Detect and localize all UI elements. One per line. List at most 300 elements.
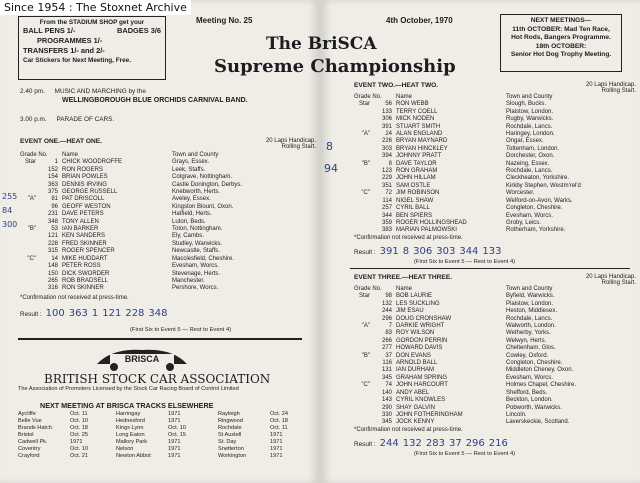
track-date: 1971 bbox=[270, 446, 283, 452]
meeting-date: 4th October, 1970 bbox=[386, 16, 453, 25]
car-number: 143 bbox=[381, 397, 392, 404]
entry-row bbox=[354, 138, 636, 145]
driver-name: FRED SKINNER bbox=[62, 240, 107, 247]
grade bbox=[354, 397, 370, 404]
track-name: Hednesford bbox=[116, 418, 145, 424]
result-entry: 216 bbox=[488, 438, 508, 450]
driver-name: CYRIL KNOWLES bbox=[396, 397, 446, 404]
driver-name: MICK NODEN bbox=[396, 116, 435, 123]
event-footer: (First Six to Event 5 — Rest to Event 4) bbox=[414, 451, 516, 458]
car-number: 231 bbox=[47, 211, 58, 218]
grade: "B" bbox=[361, 352, 370, 359]
entry-row bbox=[354, 168, 636, 175]
driver-name: CHICK WOODROFFE bbox=[62, 159, 122, 166]
entry-row bbox=[354, 316, 636, 323]
track-row bbox=[218, 411, 288, 418]
driver-name: RON GRAHAM bbox=[396, 168, 438, 175]
press-note: *Confirmation not received at press-time. bbox=[20, 294, 129, 301]
car-number: 37 bbox=[385, 352, 392, 359]
column-headers: Grade No. Name Town and County bbox=[354, 94, 553, 100]
track-name: Aycliffe bbox=[18, 411, 36, 417]
event-title: EVENT TWO.—HEAT TWO. bbox=[354, 82, 439, 89]
track-date: Oct. 18 bbox=[70, 425, 89, 431]
driver-name: KEN SANDERS bbox=[62, 233, 106, 240]
car-number: 316 bbox=[47, 285, 58, 292]
entry-row bbox=[20, 278, 316, 285]
car-number: 154 bbox=[47, 174, 58, 181]
town: Pobworth, Warwicks. bbox=[506, 404, 562, 411]
margin-note: 94 bbox=[324, 162, 338, 175]
driver-name: ANDY ABEL bbox=[396, 389, 430, 396]
town: Congleton, Cheshire. bbox=[506, 360, 563, 367]
entry-row bbox=[354, 360, 636, 367]
track-date: 1971 bbox=[70, 439, 83, 445]
town: Shefford, Beds. bbox=[506, 389, 548, 396]
car-number: 8 bbox=[388, 160, 392, 167]
track-name: Brands Hatch bbox=[18, 425, 52, 431]
track-row bbox=[116, 453, 186, 460]
grade bbox=[20, 263, 36, 270]
car-number: 303 bbox=[381, 145, 392, 152]
track-date: Oct. 25 bbox=[70, 432, 89, 438]
track-name: Ringwood bbox=[218, 418, 243, 424]
entry-row bbox=[20, 159, 316, 166]
entry-row bbox=[20, 263, 316, 270]
entry-list bbox=[354, 293, 636, 426]
press-note: *Confirmation not received at press-time. bbox=[354, 234, 463, 241]
archive-watermark: Since 1954 : The Stoxnet Archive bbox=[0, 0, 191, 15]
track-date: 1971 bbox=[270, 432, 283, 438]
town: Toton, Nottingham. bbox=[172, 226, 223, 233]
entry-row bbox=[354, 367, 636, 374]
entry-row bbox=[20, 211, 316, 218]
grade bbox=[20, 167, 36, 174]
town: Dorchester, Oxon. bbox=[506, 153, 555, 160]
driver-name: IAN BARKER bbox=[62, 226, 99, 233]
track-row bbox=[18, 453, 88, 460]
track-name: Nelson bbox=[116, 446, 134, 452]
track-name: Kings Lynn bbox=[116, 425, 144, 431]
car-number: 98 bbox=[385, 293, 392, 300]
margin-note: 300 bbox=[2, 220, 18, 229]
entry-row bbox=[20, 204, 316, 211]
driver-name: ROY WILSON bbox=[396, 330, 435, 337]
grade bbox=[354, 175, 370, 182]
car-number: 266 bbox=[381, 337, 392, 344]
car-number: 359 bbox=[381, 219, 392, 226]
grade bbox=[354, 198, 370, 205]
town: Groby, Leics. bbox=[506, 219, 541, 226]
result-entry: 244 bbox=[379, 438, 399, 450]
track-row bbox=[218, 453, 288, 460]
town: Lincoln. bbox=[506, 411, 527, 418]
car-number: 277 bbox=[381, 345, 392, 352]
car-number: 330 bbox=[381, 411, 392, 418]
driver-name: GRAHAM SPRING bbox=[396, 374, 448, 381]
town: Stevenage, Herts. bbox=[172, 270, 221, 277]
track-date: Oct. 10 bbox=[70, 418, 89, 424]
grade bbox=[354, 301, 370, 308]
driver-name: TERRY COELL bbox=[396, 108, 438, 115]
car-number: 72 bbox=[385, 190, 392, 197]
entry-row bbox=[354, 308, 636, 315]
town: Evesham, Worcs. bbox=[172, 263, 219, 270]
driver-name: GEORGE RUSSELL bbox=[62, 189, 118, 196]
result-row: Result : 244 132 283 37 296 216 bbox=[354, 438, 508, 450]
entry-row bbox=[20, 241, 316, 248]
car-number: 345 bbox=[381, 419, 392, 426]
driver-name: ALAN ENGLAND bbox=[396, 131, 443, 138]
car-number: 226 bbox=[381, 138, 392, 145]
car-number: 121 bbox=[47, 233, 58, 240]
event-title: EVENT ONE.—HEAT ONE. bbox=[20, 138, 102, 145]
town: Nazeing, Essex. bbox=[506, 160, 550, 167]
town: Plaistow, London. bbox=[506, 108, 554, 115]
track-date: 1971 bbox=[168, 439, 181, 445]
driver-name: BRYAN HINCKLEY bbox=[396, 145, 448, 152]
driver-name: RON ROGERS bbox=[62, 166, 104, 173]
entry-row bbox=[354, 124, 636, 131]
entry-row bbox=[354, 205, 636, 212]
divider bbox=[350, 268, 630, 269]
driver-name: DAVE TAYLOR bbox=[396, 160, 437, 167]
grade: "B" bbox=[361, 160, 370, 167]
car-number: 132 bbox=[381, 300, 392, 307]
entry-row bbox=[354, 375, 636, 382]
grade bbox=[354, 367, 370, 374]
car-number: 74 bbox=[385, 382, 392, 389]
track-row bbox=[116, 411, 186, 418]
grade: "A" bbox=[361, 323, 370, 330]
car-number: 296 bbox=[381, 315, 392, 322]
track-row bbox=[18, 432, 88, 439]
track-name: Rayleigh bbox=[218, 411, 240, 417]
town: Welwyn, Herts. bbox=[506, 337, 547, 344]
driver-name: JOHN HARCOURT bbox=[396, 382, 448, 389]
car-number: 123 bbox=[381, 168, 392, 175]
driver-name: DON EVANS bbox=[396, 352, 431, 359]
track-row bbox=[218, 432, 288, 439]
car-number: 306 bbox=[381, 116, 392, 123]
driver-name: BRYAN MAYNARD bbox=[396, 138, 448, 145]
car-number: 81 bbox=[51, 196, 58, 203]
car-number: 344 bbox=[381, 212, 392, 219]
driver-name: DICK SWORDER bbox=[62, 270, 110, 277]
grade bbox=[354, 308, 370, 315]
car-number: 363 bbox=[47, 181, 58, 188]
event-footer: (First Six to Event 5 — Rest to Event 4) bbox=[414, 259, 516, 266]
entry-row bbox=[354, 213, 636, 220]
entry-row bbox=[354, 419, 636, 426]
shop-item: PROGRAMMES 1/- bbox=[37, 36, 103, 46]
entry-row bbox=[20, 219, 316, 226]
track-date: 1971 bbox=[270, 439, 283, 445]
track-row bbox=[116, 418, 186, 425]
logo-sub: STOCK CAR RACING bbox=[122, 366, 162, 371]
town: Ongar, Essex. bbox=[506, 138, 544, 145]
stadium-shop-header: From the STADIUM SHOP get your bbox=[39, 19, 145, 26]
column-headers: Grade No. Name Town and County bbox=[20, 152, 219, 158]
track-name: Bristol bbox=[18, 432, 34, 438]
schedule-band: WELLINGBOROUGH BLUE ORCHIDS CARNIVAL BAND. bbox=[62, 97, 248, 104]
event-two: EVENT TWO.—HEAT TWO. 20 Laps Handicap. Rolling Start. Grade No. Name Town and County Star 56 RON WEBB Slough, Bucks. 133 TERRY COELL Plaistow, London. 306 MICK NODEN Rugby, Warwicks. 391 STUART SMITH Rochdale, Lancs. "A" 24 ALAN ENGLAND Haringey, London. 226 BRYAN MAYNARD Ongar, Essex. 303 BRYAN HINCKLEY Tottenham, London. 394 JOHNNY PRATT Dorchester, Oxon. "B" 8 DAVE TAYLOR Nazeing, Essex. 123 RON GRAHAM Rochdale, Lancs. 229 JOHN HILLAM Cleckheaton, Yorkshire. 351 SAM OSTLE Kirkby Stephen, Westm'rel'd "C" 72 JIM ROBINSON Worcester. 114 NIGEL SHAW Welford-on-Avon, Warks. 257 CYRIL BALL Congleton, Cheshire. 344 BEN SPIERS Evesham, Worcs. 359 ROGER HOLLINGSHEAD Groby, Leics. 383 MARIAN PALMOWSKI Rotherham, Yorkshire. *Confirmation not received at press-time. Result : 391 8 306 303 344 133 (First Six to Event 5 — Rest to Event 4) bbox=[354, 82, 636, 266]
town: Hatfield, Herts. bbox=[172, 211, 212, 218]
event-title: EVENT THREE.—HEAT THREE. bbox=[354, 274, 453, 281]
driver-name: PAT DRISCOLL bbox=[62, 196, 105, 203]
track-date: 1971 bbox=[168, 446, 181, 452]
track-name: Snetterton bbox=[218, 446, 244, 452]
driver-name: NIGEL SHAW bbox=[396, 197, 434, 204]
town: Luton, Beds. bbox=[172, 218, 206, 225]
driver-name: JOHN FOTHERINGHAM bbox=[396, 411, 463, 418]
event-footer: (First Six to Event 5 — Rest to Event 4) bbox=[130, 327, 232, 334]
town: Newcastle, Staffs. bbox=[172, 248, 220, 255]
tracks-column bbox=[218, 411, 288, 460]
car-number: 348 bbox=[47, 218, 58, 225]
entry-row bbox=[20, 248, 316, 255]
car-number: 133 bbox=[381, 108, 392, 115]
track-date: Oct. 10 bbox=[70, 446, 89, 452]
car-number: 229 bbox=[381, 175, 392, 182]
track-name: Crayford bbox=[18, 453, 40, 459]
entry-row bbox=[354, 345, 636, 352]
entry-row bbox=[20, 256, 316, 263]
grade: "C" bbox=[361, 190, 370, 197]
entry-row bbox=[20, 271, 316, 278]
grade bbox=[354, 330, 370, 337]
grade bbox=[20, 219, 36, 226]
grade bbox=[354, 405, 370, 412]
track-row bbox=[18, 446, 88, 453]
grade bbox=[354, 116, 370, 123]
next-meetings-box: NEXT MEETINGS— 11th OCTOBER: Mad Ten Race, Hot Rods, Bangers Programme. 18th OCTOBER: Senior Hot Dog Trophy Meeting. bbox=[500, 14, 622, 72]
track-date: Oct. 11 bbox=[270, 425, 288, 431]
driver-name: MARIAN PALMOWSKI bbox=[396, 227, 457, 234]
track-name: Belle Vue bbox=[18, 418, 42, 424]
grade bbox=[20, 278, 36, 285]
track-name: Mallory Park bbox=[116, 439, 148, 445]
driver-name: LES SUCKLING bbox=[396, 300, 440, 307]
car-number: 315 bbox=[47, 248, 58, 255]
event-one: EVENT ONE.—HEAT ONE. 20 Laps Handicap. Rolling Start. Grade No. Name Town and County Star 1 CHICK WOODROFFE Grays, Essex. 152 RON ROGERS Leek, Staffs. 154 BRIAN POWLES Cotgrave, Nottingham. 363 DENNIS IRVING Castle Donington, Derbys. 375 GEORGE RUSSELL Knebworth, Herts. "A" 81 PAT DRISCOLL Aveley, Essex. 96 GEOFF WESTON Kingston Blount, Oxon. 231 DAVE PETERS Hatfield, Herts. 348 TONY ALLEN Luton, Beds. "B" 53 IAN BARKER Toton, Nottingham. 121 KEN SANDERS Ely, Cambs. 228 FRED SKINNER Studley, Warwicks. 315 ROGER SPENCER Newcastle, Staffs. "C" 14 MIKE HUDDART Macclesfield, Cheshire. 148 PETER ROSS Evesham, Worcs. 150 DICK SWORDER Stevenage, Herts. 265 ROB BRADSELL Manchester. 316 RON SKINNER Pershore, Worcs. *Confirmation not received at press-time. Result : 100 363 1 121 228 348 (First Six to Event 5 — Rest to Event 4) bbox=[20, 138, 316, 334]
town: Leek, Staffs. bbox=[172, 166, 206, 173]
meeting-number: Meeting No. 25 bbox=[196, 16, 253, 25]
grade: "A" bbox=[27, 196, 36, 203]
grade: Star bbox=[24, 159, 36, 166]
car-number: 391 bbox=[381, 123, 392, 130]
entry-row bbox=[354, 338, 636, 345]
result-entry: 132 bbox=[402, 438, 422, 450]
town: Byfield, Warwicks. bbox=[506, 293, 555, 300]
track-row bbox=[18, 425, 88, 432]
grade bbox=[354, 390, 370, 397]
town: Castle Donington, Derbys. bbox=[172, 181, 243, 188]
town: Tottenham, London. bbox=[506, 145, 560, 152]
track-date: Oct. 15 bbox=[168, 432, 187, 438]
grade bbox=[354, 412, 370, 419]
association-title: BRITISH STOCK CAR ASSOCIATION bbox=[44, 372, 271, 386]
car-number: 24 bbox=[385, 131, 392, 138]
track-name: Coventry bbox=[18, 446, 41, 452]
town: Macclesfield, Cheshire. bbox=[172, 255, 235, 262]
entry-row bbox=[354, 382, 636, 389]
entry-row bbox=[354, 153, 636, 160]
track-row bbox=[116, 446, 186, 453]
driver-name: JOHNNY PRATT bbox=[396, 153, 442, 160]
car-number: 375 bbox=[47, 189, 58, 196]
track-date: Oct. 10 bbox=[168, 425, 187, 431]
driver-name: JOCK KENNY bbox=[396, 419, 435, 426]
association-subtitle: The Association of Promoters Licensed by the Stock Car Racing Board of Control Limited bbox=[18, 386, 239, 392]
driver-name: RON SKINNER bbox=[62, 285, 104, 292]
track-row bbox=[18, 411, 88, 418]
driver-name: JOHN HILLAM bbox=[396, 175, 436, 182]
town: Ely, Cambs. bbox=[172, 233, 204, 240]
track-name: Rochdale bbox=[218, 425, 242, 431]
schedule-line-1: 2.40 pm. MUSIC AND MARCHING by the bbox=[20, 88, 146, 95]
grade bbox=[354, 375, 370, 382]
driver-name: BOB LAURIE bbox=[396, 293, 433, 300]
town: Slough, Bucks. bbox=[506, 101, 547, 108]
track-name: Long Eaton bbox=[116, 432, 145, 438]
grade bbox=[354, 419, 370, 426]
town: Plaistow, London. bbox=[506, 300, 554, 307]
car-number: 131 bbox=[381, 367, 392, 374]
car-number: 1 bbox=[54, 159, 58, 166]
margin-note: 255 bbox=[2, 192, 18, 201]
track-date: Oct. 24 bbox=[270, 411, 289, 417]
grade bbox=[20, 233, 36, 240]
car-number: 345 bbox=[381, 374, 392, 381]
grade bbox=[354, 153, 370, 160]
track-name: Workington bbox=[218, 453, 247, 459]
result-entry: 8 bbox=[402, 246, 410, 258]
track-row bbox=[116, 425, 186, 432]
grade bbox=[354, 183, 370, 190]
town: Grays, Essex. bbox=[172, 159, 210, 166]
entry-row bbox=[354, 116, 636, 123]
driver-name: RON WEBB bbox=[396, 101, 429, 108]
column-headers: Grade No. Name Town and County bbox=[354, 286, 553, 292]
driver-name: ROGER SPENCER bbox=[62, 248, 115, 255]
entry-row bbox=[354, 323, 636, 330]
grade bbox=[20, 204, 36, 211]
town: Rotherham, Yorkshire. bbox=[506, 227, 566, 234]
track-row bbox=[218, 446, 288, 453]
track-name: Harringay bbox=[116, 411, 141, 417]
driver-name: IAN DURHAM bbox=[396, 367, 435, 374]
entry-row bbox=[20, 189, 316, 196]
grade bbox=[20, 189, 36, 196]
entry-row bbox=[20, 226, 316, 233]
town: Aveley, Essex. bbox=[172, 196, 211, 203]
driver-name: DENNIS IRVING bbox=[62, 181, 107, 188]
next-meetings-title: NEXT MEETINGS— bbox=[530, 17, 592, 24]
result-entry: 344 bbox=[459, 246, 479, 258]
entry-row bbox=[354, 101, 636, 108]
town: Beckton, London. bbox=[506, 397, 553, 404]
grade bbox=[354, 213, 370, 220]
entry-row bbox=[354, 109, 636, 116]
entry-row bbox=[354, 183, 636, 190]
car-number: 56 bbox=[385, 101, 392, 108]
grade bbox=[20, 182, 36, 189]
entry-row bbox=[354, 146, 636, 153]
car-number: 140 bbox=[381, 389, 392, 396]
town: Holmes Chapel, Cheshire. bbox=[506, 382, 577, 389]
result-entry: 283 bbox=[425, 438, 445, 450]
driver-name: GORDON PERRIN bbox=[396, 337, 448, 344]
track-date: Oct. 11 bbox=[70, 411, 88, 417]
result-entry: 391 bbox=[379, 246, 399, 258]
driver-name: BRIAN POWLES bbox=[62, 174, 108, 181]
brisca-logo bbox=[92, 346, 192, 372]
grade bbox=[354, 316, 370, 323]
town: Pershore, Worcs. bbox=[172, 285, 219, 292]
track-name: Newton Abbot bbox=[116, 453, 151, 459]
track-date: 1971 bbox=[270, 453, 283, 459]
track-date: 1971 bbox=[168, 411, 181, 417]
grade: "A" bbox=[361, 131, 370, 138]
town: Kingston Blount, Oxon. bbox=[172, 203, 234, 210]
result-entry: 121 bbox=[102, 308, 122, 320]
driver-name: STUART SMITH bbox=[396, 123, 441, 130]
entry-row bbox=[20, 196, 316, 203]
driver-name: CYRIL BALL bbox=[396, 205, 430, 212]
shop-item: BALL PENS 1/- BADGES 3/6 bbox=[23, 26, 161, 36]
car-number: 83 bbox=[385, 330, 392, 337]
result-entry: 228 bbox=[125, 308, 145, 320]
car-number: 351 bbox=[381, 182, 392, 189]
entry-row bbox=[354, 198, 636, 205]
result-row: Result : 100 363 1 121 228 348 bbox=[20, 308, 168, 320]
track-date: 1971 bbox=[168, 418, 181, 424]
track-name: St Austell bbox=[218, 432, 242, 438]
driver-name: GEOFF WESTON bbox=[62, 203, 111, 210]
grade bbox=[354, 205, 370, 212]
stadium-shop-box bbox=[18, 16, 166, 80]
title-line-1: The BriSCA bbox=[266, 34, 377, 54]
town: Haringey, London. bbox=[506, 131, 555, 138]
track-date: 1971 bbox=[168, 453, 181, 459]
town: Cotgrave, Nottingham. bbox=[172, 174, 233, 181]
car-number: 14 bbox=[51, 255, 58, 262]
driver-name: MIKE HUDDART bbox=[62, 255, 108, 262]
driver-name: DOUG CRONSHAW bbox=[396, 315, 452, 322]
car-number: 394 bbox=[381, 153, 392, 160]
grade bbox=[354, 109, 370, 116]
tracks-heading: NEXT MEETING AT BRISCA TRACKS ELSEWHERE bbox=[40, 401, 214, 410]
driver-name: SAM OSTLE bbox=[396, 182, 431, 189]
car-number: 116 bbox=[382, 360, 392, 367]
car-number: 96 bbox=[51, 203, 58, 210]
entry-row bbox=[354, 405, 636, 412]
grade bbox=[20, 248, 36, 255]
town: Studley, Warwicks. bbox=[172, 240, 223, 247]
town: Rochdale, Lancs. bbox=[506, 168, 553, 175]
track-row bbox=[116, 439, 186, 446]
town: Worcester. bbox=[506, 190, 535, 197]
driver-name: TONY ALLEN bbox=[62, 218, 99, 225]
grade bbox=[354, 338, 370, 345]
driver-name: JIM ROBINSON bbox=[396, 190, 440, 197]
entry-row bbox=[354, 397, 636, 404]
title-line-2: Supreme Championship bbox=[214, 56, 456, 77]
result-entry: 363 bbox=[68, 308, 88, 320]
town: Cowley, Oxford. bbox=[506, 352, 549, 359]
town: Heston, Middlesex. bbox=[506, 308, 558, 315]
entry-row bbox=[354, 227, 636, 234]
